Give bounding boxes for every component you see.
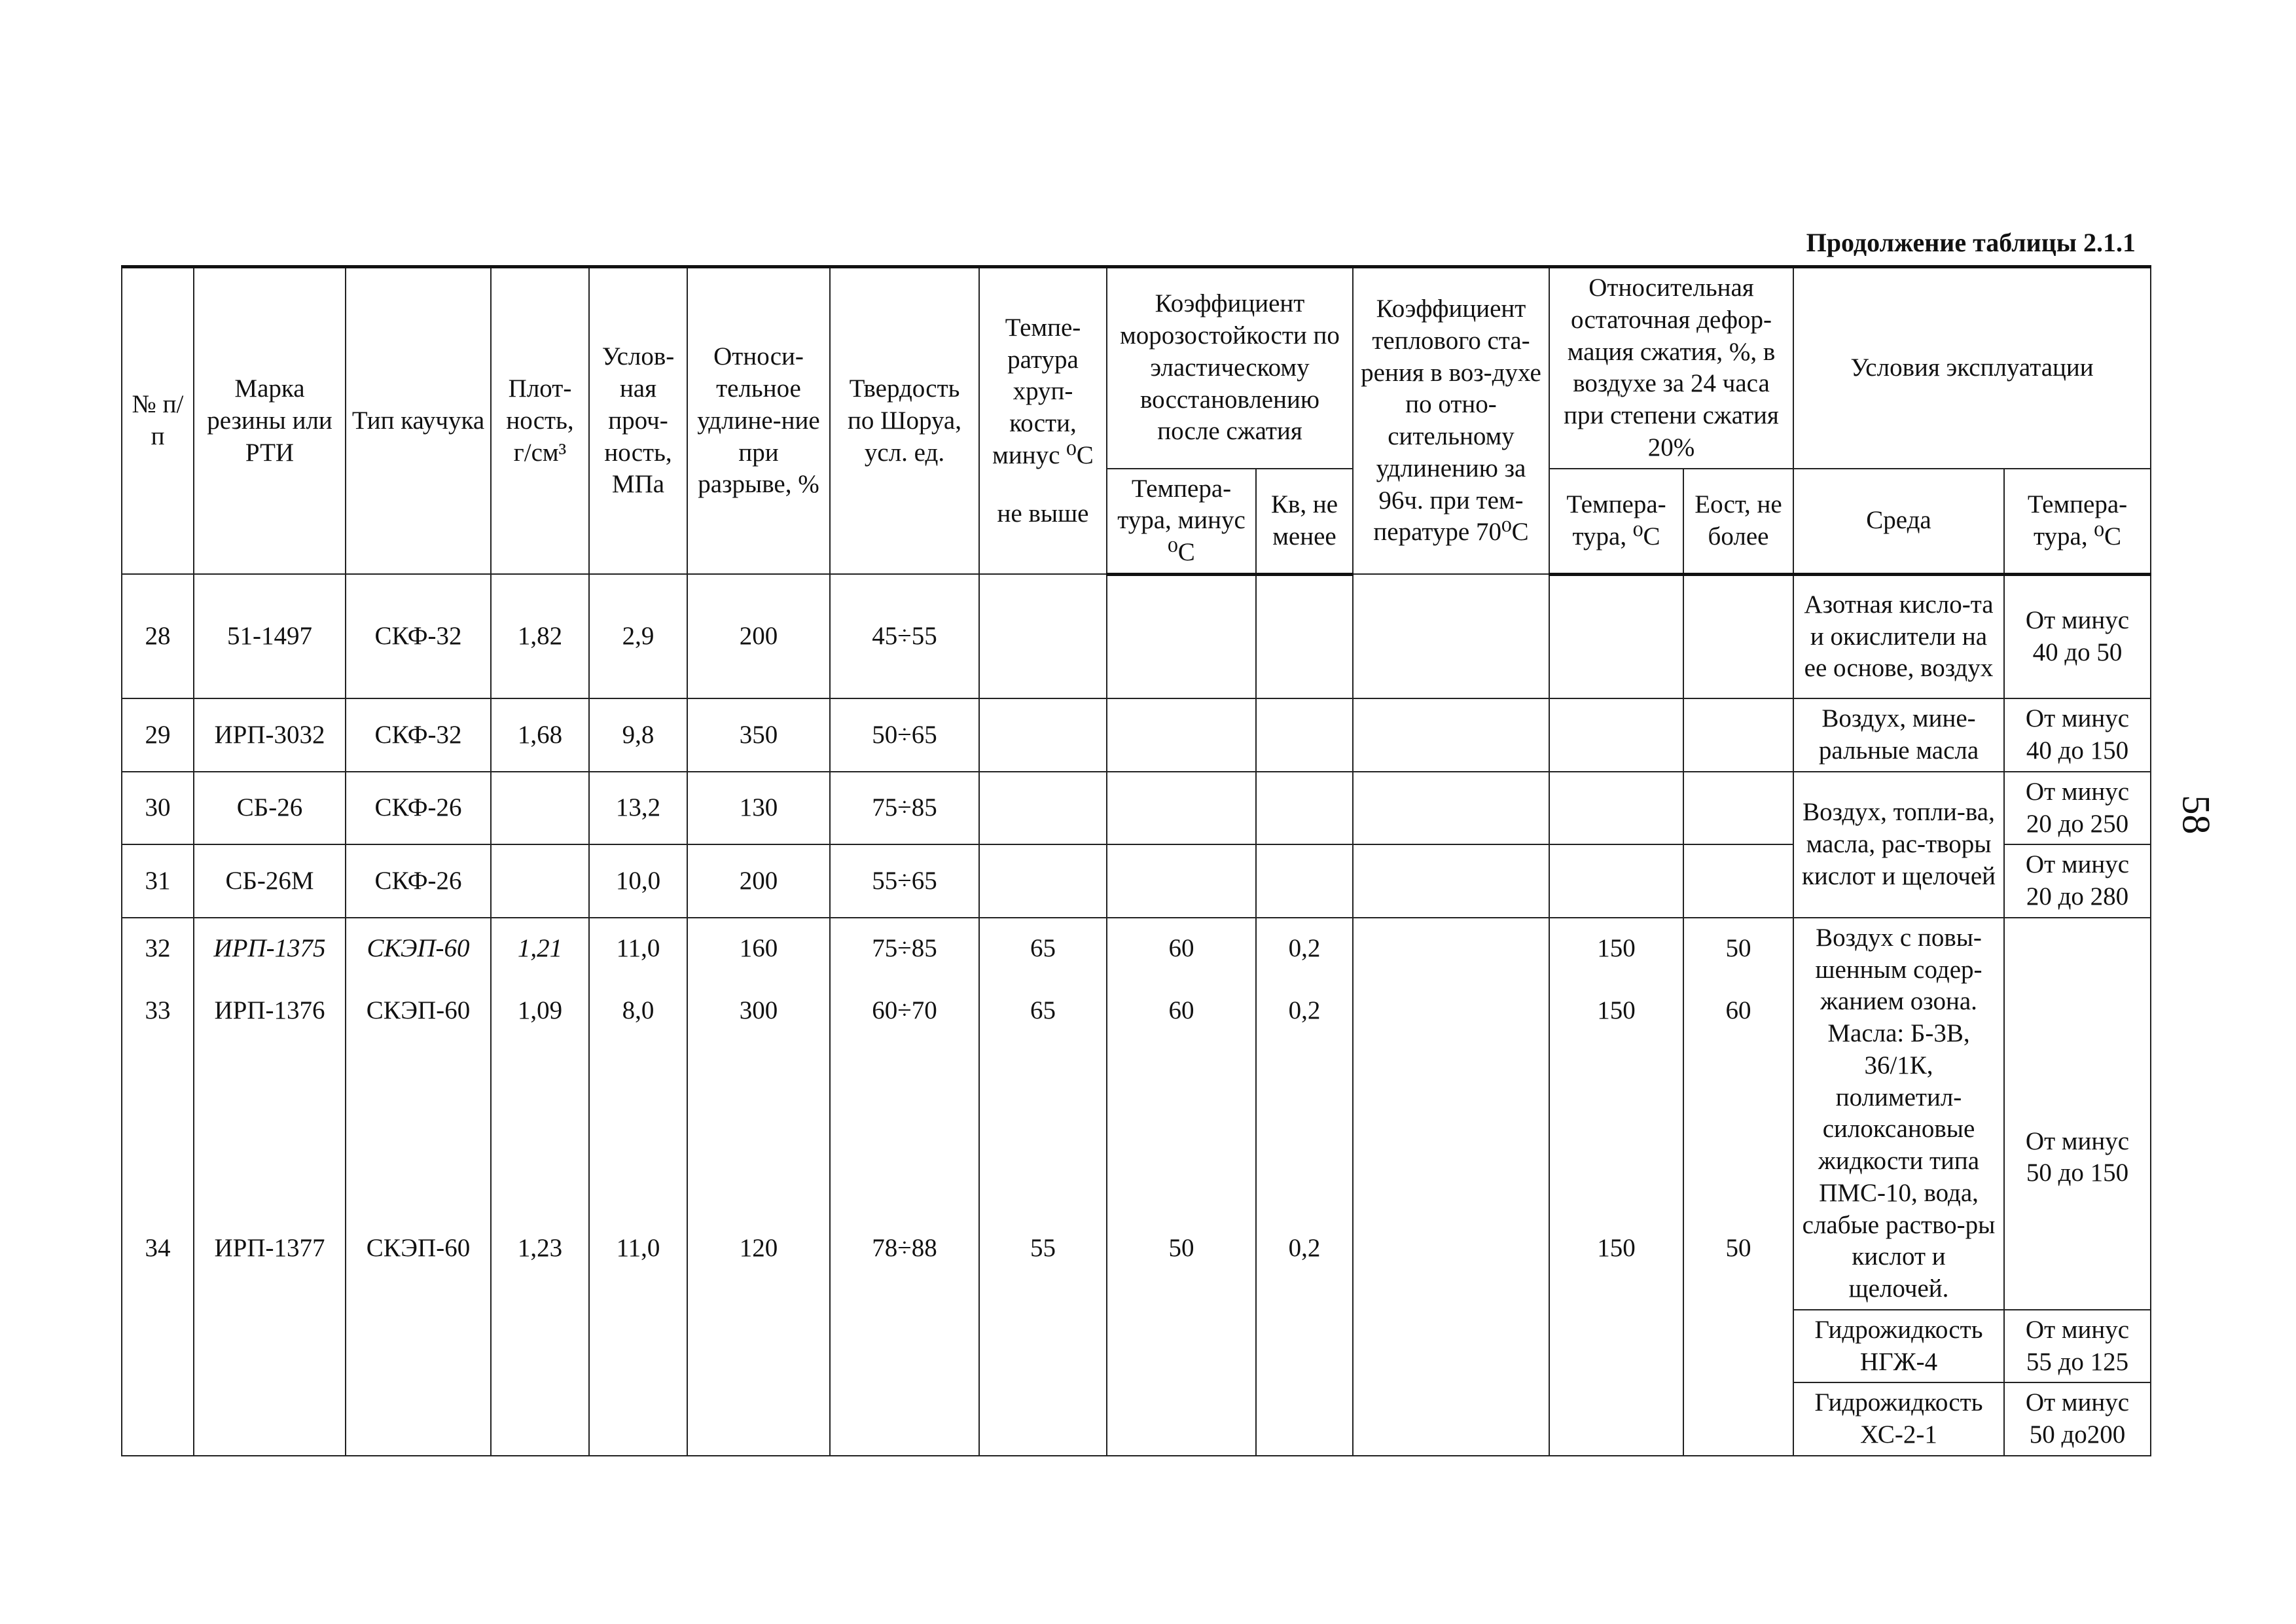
cell-num: 30 xyxy=(122,772,194,845)
cell-mark: ИРП-1377 xyxy=(194,1042,346,1456)
cell-eost: 50 xyxy=(1683,1042,1793,1456)
cell-mark: СБ-26 xyxy=(194,772,346,845)
header-frost-temp: Темпера-тура, минус ⁰С xyxy=(1107,469,1256,575)
cell-frost-temp xyxy=(1107,844,1256,918)
cell-elongation: 200 xyxy=(687,844,830,918)
cell-frost-temp: 60 xyxy=(1107,980,1256,1042)
table-row xyxy=(122,772,2151,845)
table-row xyxy=(122,918,2151,980)
cell-deform-temp: 150 xyxy=(1549,980,1683,1042)
cell-elongation: 300 xyxy=(687,980,830,1042)
cell-eost: 50 xyxy=(1683,918,1793,980)
cell-env: Азотная кисло-та и окислители на ее основе, воздух xyxy=(1793,574,2004,698)
cell-aging xyxy=(1353,1042,1549,1456)
cell-elongation: 350 xyxy=(687,698,830,772)
cell-strength: 2,9 xyxy=(589,574,687,698)
cell-rubber: СКФ-32 xyxy=(346,698,491,772)
cell-strength: 9,8 xyxy=(589,698,687,772)
cell-aging xyxy=(1353,918,1549,980)
header-env: Среда xyxy=(1793,469,2004,575)
cell-frost-kv xyxy=(1256,698,1353,772)
cell-temp: От минус 50 до 150 xyxy=(2004,918,2151,1310)
cell-brittleness: 65 xyxy=(979,918,1107,980)
header-frost-kv: Кв, не менее xyxy=(1256,469,1353,575)
cell-mark: ИРП-1376 xyxy=(194,980,346,1042)
cell-aging xyxy=(1353,844,1549,918)
cell-aging xyxy=(1353,772,1549,845)
header-rubber-type: Тип каучука xyxy=(346,267,491,575)
cell-rubber: СКЭП-60 xyxy=(346,980,491,1042)
cell-eost xyxy=(1683,772,1793,845)
cell-elongation: 120 xyxy=(687,1042,830,1456)
cell-frost-kv: 0,2 xyxy=(1256,980,1353,1042)
cell-env: Воздух, мине-ральные масла xyxy=(1793,698,2004,772)
cell-density: 1,09 xyxy=(491,980,589,1042)
cell-num: 34 xyxy=(122,1042,194,1456)
cell-hardness: 75÷85 xyxy=(830,772,979,845)
cell-eost xyxy=(1683,574,1793,698)
cell-deform-temp: 150 xyxy=(1549,1042,1683,1456)
cell-deform-temp xyxy=(1549,698,1683,772)
cell-hardness: 78÷88 xyxy=(830,1042,979,1456)
cell-frost-temp xyxy=(1107,772,1256,845)
cell-strength: 10,0 xyxy=(589,844,687,918)
cell-temp: От минус 55 до 125 xyxy=(2004,1310,2151,1383)
cell-density xyxy=(491,772,589,845)
cell-density: 1,21 xyxy=(491,918,589,980)
cell-hardness: 50÷65 xyxy=(830,698,979,772)
header-aging-coefficient: Коэффициент теплового ста-рения в воз-духе по отно-сительному удлинению за 96ч. при тем-пературе 70⁰С xyxy=(1353,267,1549,575)
cell-env: Гидрожидкость ХС-2-1 xyxy=(1793,1382,2004,1456)
cell-hardness: 55÷65 xyxy=(830,844,979,918)
cell-brittleness xyxy=(979,772,1107,845)
cell-deform-temp xyxy=(1549,574,1683,698)
cell-aging xyxy=(1353,698,1549,772)
header-frost-coefficient: Коэффициент морозостойкости по эластическому восстановлению после сжатия xyxy=(1107,267,1353,469)
table-caption: Продолжение таблицы 2.1.1 xyxy=(1806,228,2136,257)
header-strength: Услов-ная проч-ность, МПа xyxy=(589,267,687,575)
header-brittleness-note: не выше xyxy=(997,499,1089,528)
cell-deform-temp xyxy=(1549,844,1683,918)
cell-frost-temp xyxy=(1107,574,1256,698)
cell-mark: ИРП-3032 xyxy=(194,698,346,772)
cell-temp: От минус 20 до 280 xyxy=(2004,844,2151,918)
header-mark: Марка резины или РТИ xyxy=(194,267,346,575)
cell-temp: От минус 40 до 150 xyxy=(2004,698,2151,772)
cell-rubber: СКФ-26 xyxy=(346,772,491,845)
cell-brittleness: 55 xyxy=(979,1042,1107,1456)
table-row xyxy=(122,574,2151,698)
header-hardness: Твердость по Шоруа, усл. ед. xyxy=(830,267,979,575)
page-number: 58 xyxy=(2174,795,2218,835)
cell-frost-temp xyxy=(1107,698,1256,772)
cell-rubber: СКЭП-60 xyxy=(346,1042,491,1456)
cell-env: Воздух, топли-ва, масла, рас-творы кислот и щелочей xyxy=(1793,772,2004,918)
table-row xyxy=(122,698,2151,772)
cell-env: Гидрожидкость НГЖ-4 xyxy=(1793,1310,2004,1383)
cell-frost-kv xyxy=(1256,844,1353,918)
cell-hardness: 60÷70 xyxy=(830,980,979,1042)
header-operating-conditions: Условия эксплуатации xyxy=(1793,267,2151,469)
cell-mark: 51-1497 xyxy=(194,574,346,698)
cell-strength: 13,2 xyxy=(589,772,687,845)
cell-temp: От минус 50 до200 xyxy=(2004,1382,2151,1456)
cell-num: 29 xyxy=(122,698,194,772)
cell-density: 1,23 xyxy=(491,1042,589,1456)
cell-frost-kv: 0,2 xyxy=(1256,1042,1353,1456)
cell-deform-temp: 150 xyxy=(1549,918,1683,980)
cell-density xyxy=(491,844,589,918)
cell-eost xyxy=(1683,844,1793,918)
cell-mark: СБ-26М xyxy=(194,844,346,918)
cell-frost-temp: 50 xyxy=(1107,1042,1256,1456)
cell-temp: От минус 20 до 250 xyxy=(2004,772,2151,845)
cell-frost-kv xyxy=(1256,772,1353,845)
header-num: № п/п xyxy=(122,267,194,575)
cell-num: 32 xyxy=(122,918,194,980)
rubber-properties-table xyxy=(121,265,2151,1456)
cell-eost xyxy=(1683,698,1793,772)
cell-hardness: 75÷85 xyxy=(830,918,979,980)
header-density: Плот-ность, г/см³ xyxy=(491,267,589,575)
cell-density: 1,82 xyxy=(491,574,589,698)
cell-eost: 60 xyxy=(1683,980,1793,1042)
cell-frost-kv xyxy=(1256,574,1353,698)
cell-num: 28 xyxy=(122,574,194,698)
cell-num: 31 xyxy=(122,844,194,918)
cell-frost-kv: 0,2 xyxy=(1256,918,1353,980)
cell-mark: ИРП-1375 xyxy=(194,918,346,980)
cell-env: Воздух с повы-шенным содер-жанием озона. Масла: Б-3В, 36/1К, полиметил-силоксановые жидкости типа ПМС-10, вода, слабые раство-ры кислот и щелочей. xyxy=(1793,918,2004,1310)
cell-brittleness xyxy=(979,844,1107,918)
header-brittleness xyxy=(979,267,1107,575)
header-elongation: Относи-тельное удлине-ние при разрыве, % xyxy=(687,267,830,575)
cell-temp: От минус 40 до 50 xyxy=(2004,574,2151,698)
cell-deform-temp xyxy=(1549,772,1683,845)
cell-elongation: 130 xyxy=(687,772,830,845)
header-temp: Темпера-тура, ⁰С xyxy=(2004,469,2151,575)
cell-strength: 11,0 xyxy=(589,918,687,980)
cell-elongation: 160 xyxy=(687,918,830,980)
cell-brittleness: 65 xyxy=(979,980,1107,1042)
cell-strength: 8,0 xyxy=(589,980,687,1042)
cell-frost-temp: 60 xyxy=(1107,918,1256,980)
cell-density: 1,68 xyxy=(491,698,589,772)
header-brittleness-label: Темпе-ратура хруп-кости, минус ⁰С xyxy=(992,313,1094,469)
cell-strength: 11,0 xyxy=(589,1042,687,1456)
cell-aging xyxy=(1353,574,1549,698)
cell-elongation: 200 xyxy=(687,574,830,698)
cell-hardness: 45÷55 xyxy=(830,574,979,698)
cell-rubber: СКФ-32 xyxy=(346,574,491,698)
header-compression-set: Относительная остаточная дефор-мация сжатия, %, в воздухе за 24 часа при степени сжатия 20% xyxy=(1549,267,1793,469)
header-deform-temp: Темпера-тура, ⁰С xyxy=(1549,469,1683,575)
cell-brittleness xyxy=(979,574,1107,698)
header-deform-eost: Еост, не более xyxy=(1683,469,1793,575)
cell-rubber: СКФ-26 xyxy=(346,844,491,918)
cell-aging xyxy=(1353,980,1549,1042)
cell-rubber: СКЭП-60 xyxy=(346,918,491,980)
cell-brittleness xyxy=(979,698,1107,772)
cell-num: 33 xyxy=(122,980,194,1042)
